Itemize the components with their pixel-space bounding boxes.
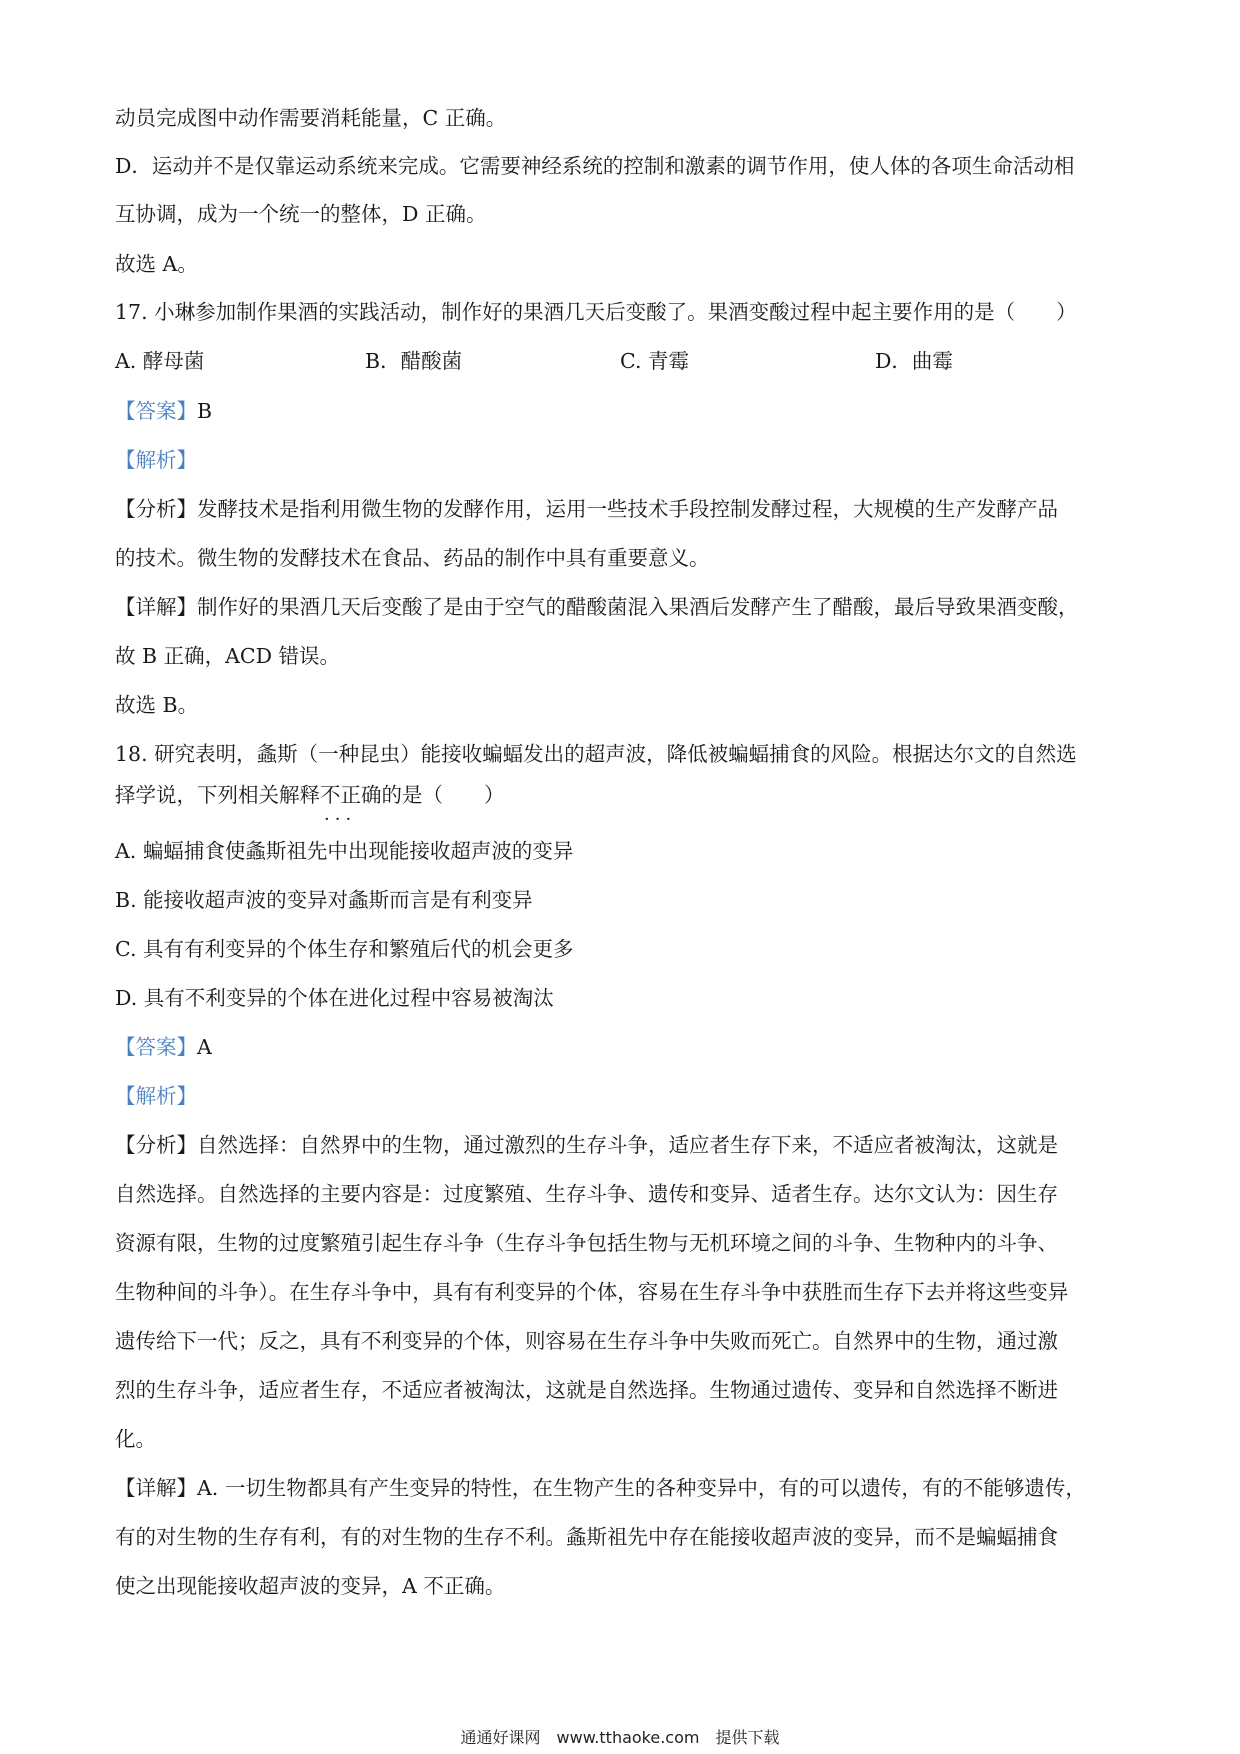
fenxi-tag: 【分析】 (115, 1133, 197, 1157)
fenxi-tag: 【分析】 (115, 497, 197, 521)
question-18-stem (115, 780, 505, 810)
q18-xiangjie-line: 有的对生物的生存有利，有的对生物的生存不利。螽斯祖先中存在能接收超声波的变异，而不是蝙蝠捕食 (115, 1525, 1058, 1549)
question-17-stem: 17. 小琳参加制作果酒的实践活动，制作好的果酒几天后变酸了。果酒变酸过程中起主要作用的是（ ） (115, 300, 1077, 324)
answer-value: A (197, 1035, 212, 1059)
page-footer: 通通好课网 www.tthaoke.com 提供下载 (460, 1728, 780, 1747)
q18-option-d: D. 具有不利变异的个体在进化过程中容易被淘汰 (115, 986, 554, 1010)
answer-tag: 【答案】 (115, 1035, 197, 1059)
xiangjie-text: 制作好的果酒几天后变酸了是由于空气的醋酸菌混入果酒后发酵产生了醋酸，最后导致果酒变酸， (197, 595, 1079, 619)
text-line: 互协调，成为一个统一的整体，D 正确。 (115, 202, 487, 226)
answer-tag: 【答案】 (115, 399, 197, 423)
text-line: D．运动并不是仅靠运动系统来完成。它需要神经系统的控制和激素的调节作用，使人体的各项生命活动相 (115, 154, 1075, 178)
q18-fenxi-line (115, 1130, 1058, 1160)
q18-option-c: C. 具有有利变异的个体生存和繁殖后代的机会更多 (115, 937, 574, 961)
q18-xiangjie-line: 使之出现能接收超声波的变异，A 不正确。 (115, 1574, 506, 1598)
analysis-tag: 【解析】 (115, 1084, 197, 1108)
fenxi-text: 自然选择：自然界中的生物，通过激烈的生存斗争，适应者生存下来，不适应者被淘汰，这就是 (197, 1133, 1058, 1157)
q17-xiangjie-line: 故 B 正确，ACD 错误。 (115, 644, 341, 668)
q18-fenxi-line: 化。 (115, 1427, 156, 1451)
text-line: 动员完成图中动作需要消耗能量，C 正确。 (115, 106, 507, 130)
xiangjie-tag: 【详解】 (115, 595, 197, 619)
q18-fenxi-line: 遗传给下一代；反之，具有不利变异的个体，则容易在生存斗争中失败而死亡。自然界中的生物，通过激 (115, 1329, 1058, 1353)
q18-option-a: A. 蝙蝠捕食使螽斯祖先中出现能接收超声波的变异 (115, 839, 574, 863)
q17-analysis-heading (115, 445, 197, 475)
q17-answer (115, 396, 212, 426)
text-line: 故选 A。 (115, 252, 198, 276)
q18-answer (115, 1032, 212, 1062)
q18-analysis-heading (115, 1081, 197, 1111)
stem-text: 择学说，下列相关解释 (115, 783, 320, 807)
xiangjie-text: A. 一切生物都具有产生变异的特性，在生物产生的各种变异中，有的可以遗传，有的不能够遗传， (197, 1476, 1086, 1500)
emphasized-text: 不正确 ··· (320, 783, 382, 807)
q17-option-d: D．曲霉 (875, 349, 953, 373)
q17-conclusion: 故选 B。 (115, 693, 199, 717)
q17-fenxi-line: 的技术。微生物的发酵技术在食品、药品的制作中具有重要意义。 (115, 546, 710, 570)
question-18-stem: 18. 研究表明，螽斯（一种昆虫）能接收蝙蝠发出的超声波，降低被蝙蝠捕食的风险。根据达尔文的自然选 (115, 742, 1077, 766)
answer-value: B (197, 399, 213, 423)
q17-fenxi-line (115, 494, 1058, 524)
q18-fenxi-line: 烈的生存斗争，适应者生存，不适应者被淘汰，这就是自然选择。生物通过遗传、变异和自然选择不断进 (115, 1378, 1058, 1402)
q17-xiangjie-line (115, 592, 1079, 622)
xiangjie-tag: 【详解】 (115, 1476, 197, 1500)
q18-xiangjie-line (115, 1473, 1086, 1503)
analysis-tag: 【解析】 (115, 448, 197, 472)
fenxi-text: 发酵技术是指利用微生物的发酵作用，运用一些技术手段控制发酵过程，大规模的生产发酵产品 (197, 497, 1058, 521)
q17-option-a: A. 酵母菌 (115, 349, 205, 373)
q18-fenxi-line: 资源有限，生物的过度繁殖引起生存斗争（生存斗争包括生物与无机环境之间的斗争、生物种内的斗争、 (115, 1231, 1058, 1255)
q18-fenxi-line: 生物种间的斗争）。在生存斗争中，具有有利变异的个体，容易在生存斗争中获胜而生存下去并将这些变异 (115, 1280, 1069, 1304)
q18-option-b: B. 能接收超声波的变异对螽斯而言是有利变异 (115, 888, 533, 912)
stem-text: 的是（ ） (381, 783, 505, 807)
q17-option-b: B．醋酸菌 (365, 349, 463, 373)
q18-fenxi-line: 自然选择。自然选择的主要内容是：过度繁殖、生存斗争、遗传和变异、适者生存。达尔文认为：因生存 (115, 1182, 1058, 1206)
q17-option-c: C. 青霉 (620, 349, 689, 373)
